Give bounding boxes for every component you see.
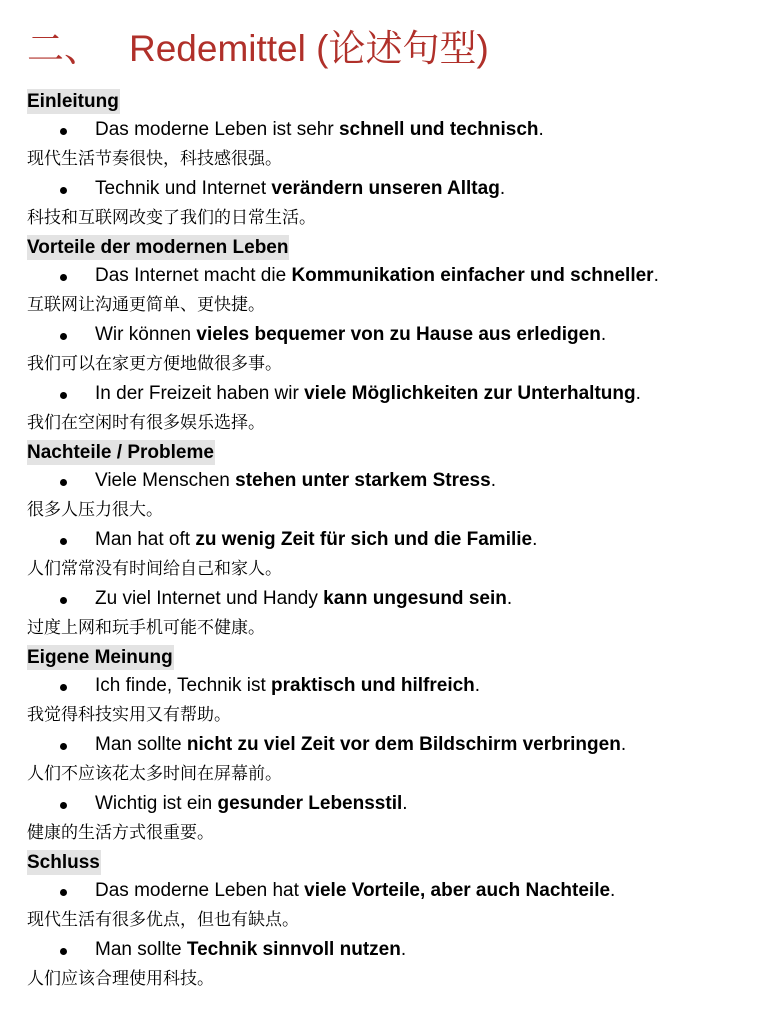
item-text: Technik und Internet xyxy=(95,178,272,199)
item-key-phrase: stehen unter starkem Stress xyxy=(235,470,491,491)
section-heading-row xyxy=(27,232,747,260)
bullet-dot-icon xyxy=(60,684,67,691)
section-heading-row xyxy=(27,86,747,114)
chinese-translation: 我觉得科技实用又有帮助。 xyxy=(27,705,231,725)
bullet-item xyxy=(27,319,747,351)
item-text: Das moderne Leben hat xyxy=(95,880,305,901)
chinese-translation: 健康的生活方式很重要。 xyxy=(27,823,214,843)
section-heading-row xyxy=(27,642,747,670)
chinese-translation: 互联网让沟通更简单、更快捷。 xyxy=(27,295,265,315)
bullet-dot-icon xyxy=(60,597,67,604)
bullet-dot-icon xyxy=(60,538,67,545)
bullet-dot-icon xyxy=(60,333,67,340)
item-key-phrase: verändern unseren Alltag xyxy=(271,178,500,199)
bullet-dot-icon xyxy=(60,274,67,281)
item-text: Man sollte xyxy=(95,939,187,960)
item-text: Ich finde, Technik ist xyxy=(95,675,272,696)
chinese-translation: 我们在空闲时有很多娱乐选择。 xyxy=(27,413,265,433)
item-key-phrase: praktisch und hilfreich xyxy=(271,675,475,696)
item-text: Das Internet macht die xyxy=(95,265,292,286)
item-punctuation: . xyxy=(653,265,659,286)
item-punctuation: . xyxy=(400,939,407,960)
bullet-item xyxy=(27,378,747,410)
bullet-item xyxy=(27,670,747,702)
item-key-phrase: nicht zu viel Zeit vor dem Bildschirm verbringen xyxy=(186,734,621,755)
item-text: Man hat oft xyxy=(95,529,196,550)
item-key-phrase: gesunder Lebensstil xyxy=(217,793,403,814)
item-punctuation: . xyxy=(499,178,506,199)
section xyxy=(27,437,747,642)
bullet-dot-icon xyxy=(60,889,67,896)
section xyxy=(27,642,747,847)
page-title xyxy=(27,24,747,74)
chinese-translation: 我们可以在家更方便地做很多事。 xyxy=(27,354,282,374)
section xyxy=(27,86,747,232)
bullet-item xyxy=(27,788,747,820)
chinese-translation: 很多人压力很大。 xyxy=(27,500,163,520)
item-punctuation: . xyxy=(610,880,616,901)
item-punctuation: . xyxy=(402,793,408,814)
item-punctuation: . xyxy=(506,588,513,609)
section-heading: Einleitung xyxy=(27,91,119,112)
item-punctuation: . xyxy=(532,529,538,550)
item-text: Wir können xyxy=(95,324,197,345)
section-heading: Nachteile / Probleme xyxy=(27,442,214,463)
chinese-translation: 科技和互联网改变了我们的日常生活。 xyxy=(27,208,316,228)
bullet-dot-icon xyxy=(60,128,67,135)
section xyxy=(27,232,747,437)
section-heading: Eigene Meinung xyxy=(27,647,173,668)
item-text: In der Freizeit haben wir xyxy=(95,383,305,404)
bullet-dot-icon xyxy=(60,948,67,955)
item-text: Zu viel Internet und Handy xyxy=(95,588,324,609)
bullet-item xyxy=(27,729,747,761)
chinese-translation: 人们不应该花太多时间在屏幕前。 xyxy=(27,764,282,784)
item-text: Viele Menschen xyxy=(95,470,236,491)
title-number: 二、 xyxy=(27,28,101,69)
item-text: Das moderne Leben ist sehr xyxy=(95,119,339,140)
bullet-dot-icon xyxy=(60,392,67,399)
item-key-phrase: kann ungesund sein xyxy=(323,588,507,609)
bullet-dot-icon xyxy=(60,802,67,809)
item-key-phrase: zu wenig Zeit für sich und die Familie xyxy=(195,529,533,550)
item-key-phrase: Kommunikation einfacher und schneller xyxy=(291,265,654,286)
item-text: Wichtig ist ein xyxy=(95,793,218,814)
item-punctuation: . xyxy=(620,734,627,755)
item-key-phrase: vieles bequemer von zu Hause aus erledigen xyxy=(196,324,601,345)
chinese-translation: 现代生活有很多优点，但也有缺点。 xyxy=(27,910,299,930)
item-key-phrase: viele Vorteile, aber auch Nachteile xyxy=(304,880,611,901)
document-content xyxy=(27,86,747,993)
section xyxy=(27,847,747,993)
bullet-item xyxy=(27,934,747,966)
section-heading: Vorteile der modernen Leben xyxy=(27,237,289,258)
item-key-phrase: Technik sinnvoll nutzen xyxy=(186,939,401,960)
item-text: Man sollte xyxy=(95,734,187,755)
chinese-translation: 人们应该合理使用科技。 xyxy=(27,969,214,989)
bullet-dot-icon xyxy=(60,187,67,194)
chinese-translation: 人们常常没有时间给自己和家人。 xyxy=(27,559,282,579)
section-heading-row xyxy=(27,437,747,465)
section-heading: Schluss xyxy=(27,852,100,873)
bullet-item xyxy=(27,173,747,205)
item-punctuation: . xyxy=(474,675,481,696)
item-punctuation: . xyxy=(490,470,496,491)
item-punctuation: . xyxy=(600,324,607,345)
bullet-item xyxy=(27,114,747,146)
bullet-dot-icon xyxy=(60,479,67,486)
item-punctuation: . xyxy=(538,119,544,140)
section-heading-row xyxy=(27,847,747,875)
chinese-translation: 现代生活节奏很快，科技感很强。 xyxy=(27,149,282,169)
item-key-phrase: schnell und technisch xyxy=(338,119,539,140)
bullet-item xyxy=(27,875,747,907)
chinese-translation: 过度上网和玩手机可能不健康。 xyxy=(27,618,265,638)
item-punctuation: . xyxy=(635,383,641,404)
bullet-item xyxy=(27,465,747,497)
bullet-item xyxy=(27,260,747,292)
title-text: Redemittel (论述句型) xyxy=(129,28,489,69)
bullet-item xyxy=(27,524,747,556)
item-key-phrase: viele Möglichkeiten zur Unterhaltung xyxy=(304,383,636,404)
bullet-item xyxy=(27,583,747,615)
document-page xyxy=(27,24,747,993)
bullet-dot-icon xyxy=(60,743,67,750)
